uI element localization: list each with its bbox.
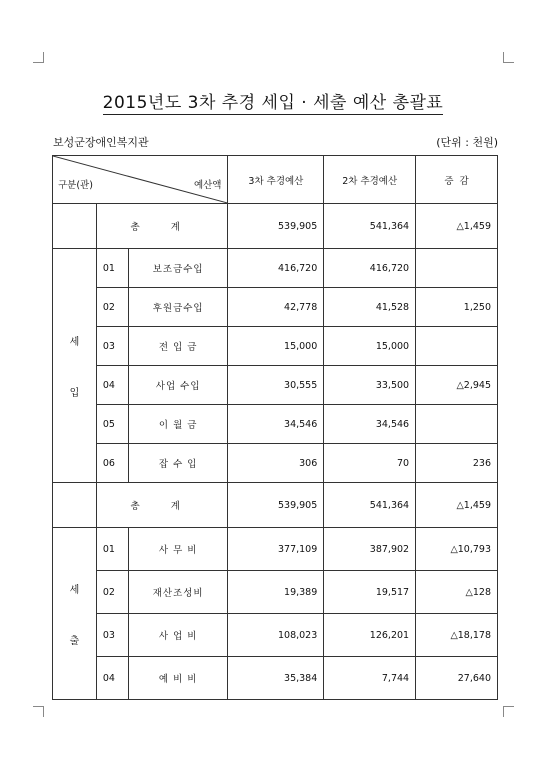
organization-name: 보성군장애인복지관 [53, 136, 149, 149]
row-diff: 236 [416, 444, 498, 483]
row-code: 01 [96, 249, 128, 288]
row-third: 42,778 [228, 288, 324, 327]
revenue-total-diff: △1,459 [416, 204, 498, 249]
expenditure-total-row [53, 483, 498, 528]
row-name: 후원금수입 [128, 288, 228, 327]
row-code: 04 [96, 657, 128, 700]
header-second-budget: 2차 추경예산 [324, 156, 416, 204]
table-row [53, 657, 498, 700]
row-code: 03 [96, 614, 128, 657]
crop-mark-top-right [503, 52, 514, 63]
table-row [53, 405, 498, 444]
row-third: 377,109 [228, 528, 324, 571]
row-second: 34,546 [324, 405, 416, 444]
row-name: 사업 수입 [128, 366, 228, 405]
table-row [53, 249, 498, 288]
row-second: 70 [324, 444, 416, 483]
row-name: 전 입 금 [128, 327, 228, 366]
row-code: 06 [96, 444, 128, 483]
row-name: 보조금수입 [128, 249, 228, 288]
row-code: 02 [96, 288, 128, 327]
row-third: 416,720 [228, 249, 324, 288]
header-diagonal-cell [53, 156, 228, 204]
row-diff: 1,250 [416, 288, 498, 327]
row-second: 15,000 [324, 327, 416, 366]
row-name: 예 비 비 [128, 657, 228, 700]
row-diff [416, 327, 498, 366]
row-third: 306 [228, 444, 324, 483]
row-third: 35,384 [228, 657, 324, 700]
expenditure-total-third: 539,905 [228, 483, 324, 528]
header-budget: 예산액 [193, 180, 222, 191]
expenditure-label-bottom: 출 [69, 635, 80, 647]
row-second: 387,902 [324, 528, 416, 571]
table-row [53, 571, 498, 614]
revenue-total-second: 541,364 [324, 204, 416, 249]
row-diff [416, 405, 498, 444]
header-category: 구분(관) [58, 180, 93, 191]
expenditure-total-diff: △1,459 [416, 483, 498, 528]
row-code: 02 [96, 571, 128, 614]
crop-mark-bottom-left [33, 706, 44, 717]
table-row [53, 614, 498, 657]
row-code: 01 [96, 528, 128, 571]
row-second: 416,720 [324, 249, 416, 288]
expenditure-total-label: 총 계 [96, 483, 228, 528]
page-title-text: 2015년도 3차 추경 세입 · 세출 예산 총괄표 [102, 93, 444, 113]
row-diff: △2,945 [416, 366, 498, 405]
expenditure-section-label [53, 528, 97, 700]
revenue-total-third: 539,905 [228, 204, 324, 249]
revenue-total-label: 총 계 [96, 204, 228, 249]
row-third: 30,555 [228, 366, 324, 405]
row-name: 잡 수 입 [128, 444, 228, 483]
page-title [0, 88, 546, 113]
expenditure-label-top: 세 [69, 584, 80, 596]
budget-summary-table [52, 155, 498, 700]
table-header-row [53, 156, 498, 204]
revenue-section-label [53, 249, 97, 483]
table-row [53, 444, 498, 483]
row-third: 19,389 [228, 571, 324, 614]
row-diff: 27,640 [416, 657, 498, 700]
revenue-total-row [53, 204, 498, 249]
row-name: 사 업 비 [128, 614, 228, 657]
revenue-label-top: 세 [69, 336, 80, 348]
row-code: 03 [96, 327, 128, 366]
row-third: 15,000 [228, 327, 324, 366]
expenditure-total-blank [53, 483, 97, 528]
row-third: 34,546 [228, 405, 324, 444]
row-second: 7,744 [324, 657, 416, 700]
row-second: 126,201 [324, 614, 416, 657]
row-diff: △10,793 [416, 528, 498, 571]
header-third-budget: 3차 추경예산 [228, 156, 324, 204]
row-code: 05 [96, 405, 128, 444]
table-row [53, 366, 498, 405]
row-name: 재산조성비 [128, 571, 228, 614]
row-name: 이 월 금 [128, 405, 228, 444]
table-row [53, 327, 498, 366]
row-second: 41,528 [324, 288, 416, 327]
row-diff: △18,178 [416, 614, 498, 657]
row-third: 108,023 [228, 614, 324, 657]
row-diff: △128 [416, 571, 498, 614]
row-code: 04 [96, 366, 128, 405]
expenditure-total-second: 541,364 [324, 483, 416, 528]
crop-mark-bottom-right [503, 706, 514, 717]
table-row [53, 288, 498, 327]
row-second: 19,517 [324, 571, 416, 614]
row-name: 사 무 비 [128, 528, 228, 571]
revenue-total-blank [53, 204, 97, 249]
row-second: 33,500 [324, 366, 416, 405]
table-row [53, 528, 498, 571]
header-diff: 증 감 [416, 156, 498, 204]
row-diff [416, 249, 498, 288]
crop-mark-top-left [33, 52, 44, 63]
unit-label: (단위 : 천원) [436, 136, 498, 149]
revenue-label-bottom: 입 [69, 387, 80, 399]
